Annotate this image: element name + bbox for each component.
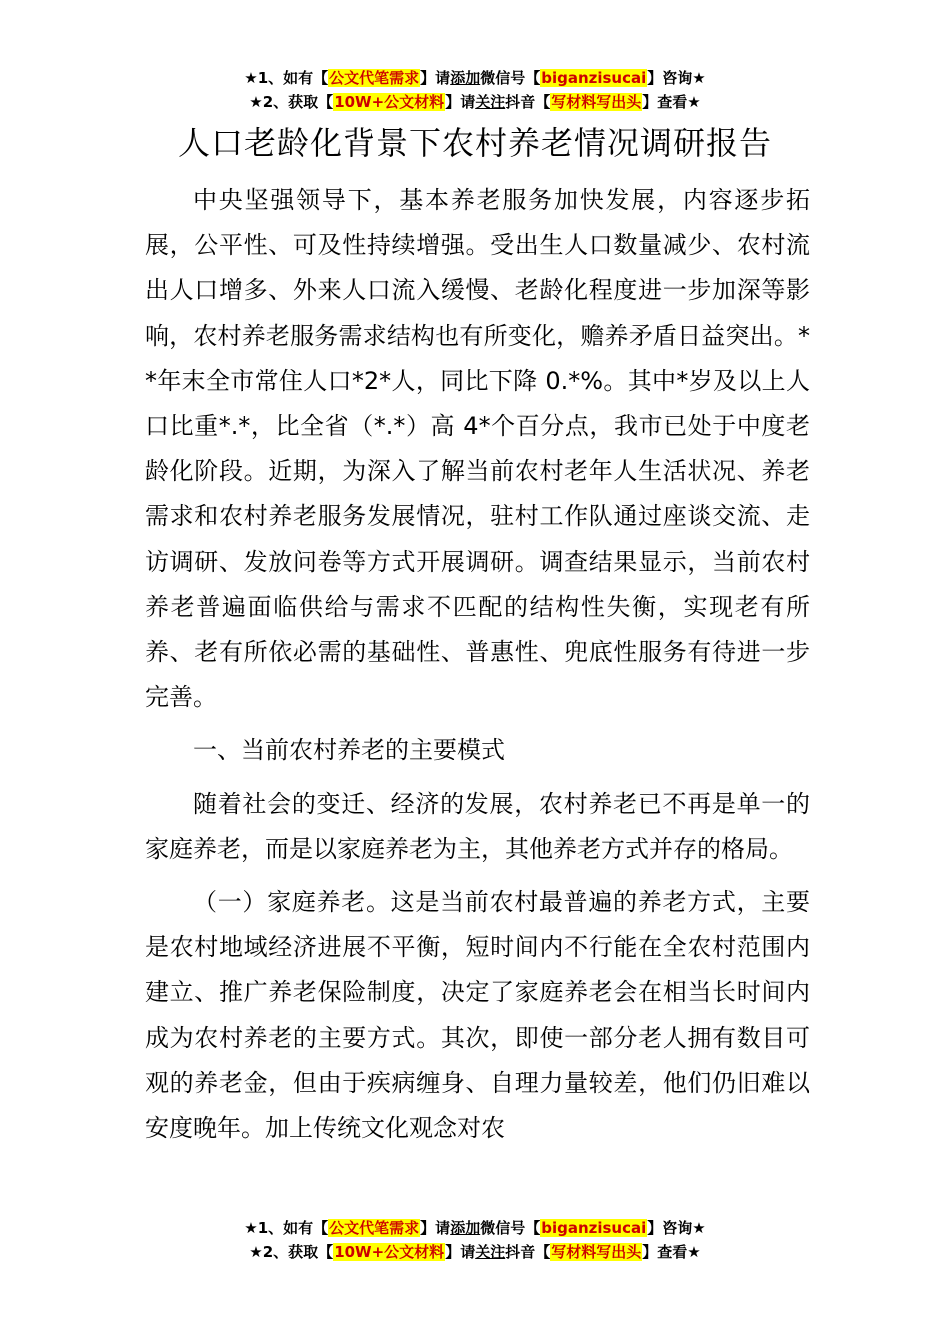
promo-line-1-bottom: ★1、如有【公文代笔需求】请添加微信号【biganzisucai】咨询★ [244, 1219, 706, 1237]
subsection-family-care-paragraph: （一）家庭养老。这是当前农村最普遍的养老方式，主要是农村地域经济进展不平衡，短时间内不行能在全农村范围内建立、推广养老保险制度，决定了家庭养老会在相当长时间内成为农村养老的主要方式。其次，即使一部分老人拥有数目可观的养老金，但由于疾病缠身、自理力量较差，他们仍旧难以安度晚年。加上传统文化观念对农 [145, 888, 810, 1143]
highlight-wechat-id: biganzisucai [541, 69, 647, 87]
highlight-douyin-account: 写材料写出头 [551, 93, 642, 111]
section-heading-1: 一、当前农村养老的主要模式 [193, 736, 505, 765]
promo-line-1: ★1、如有【公文代笔需求】请添加微信号【biganzisucai】咨询★ [244, 69, 706, 87]
highlight-service: 公文代笔需求 [329, 1219, 420, 1237]
document-body [145, 178, 810, 1159]
promo-banner-bottom [0, 1216, 950, 1264]
highlight-materials: 10W+公文材料 [334, 93, 445, 111]
highlight-service: 公文代笔需求 [329, 69, 420, 87]
promo-line-2-bottom: ★2、获取【10W+公文材料】请关注抖音【写材料写出头】查看★ [249, 1243, 701, 1261]
promo-banner-top [0, 66, 950, 114]
promo-line-2: ★2、获取【10W+公文材料】请关注抖音【写材料写出头】查看★ [249, 93, 701, 111]
highlight-materials: 10W+公文材料 [334, 1243, 445, 1261]
highlight-wechat-id: biganzisucai [541, 1219, 647, 1237]
highlight-douyin-account: 写材料写出头 [551, 1243, 642, 1261]
intro-paragraph: 中央坚强领导下，基本养老服务加快发展，内容逐步拓展，公平性、可及性持续增强。受出生人口数量减少、农村流出人口增多、外来人口流入缓慢、老龄化程度进一步加深等影响，农村养老服务需求结构也有所变化，赡养矛盾日益突出。**年末全市常住人口*2*人，同比下降 0.*%。其中*岁及以上人口比重*.*，比全省（*.*）高 4*个百分点，我市已处于中度老龄化阶段。近期，为深入了解当前农村老年人生活状况、养老需求和农村养老服务发展情况，驻村工作队通过座谈交流、走访调研、发放问卷等方式开展调研。调查结果显示，当前农村养老普遍面临供给与需求不匹配的结构性失衡，实现老有所养、老有所依必需的基础性、普惠性、兜底性服务有待进一步完善。 [145, 186, 810, 712]
document-title: 人口老龄化背景下农村养老情况调研报告 [177, 124, 772, 162]
section-1-paragraph: 随着社会的变迁、经济的发展，农村养老已不再是单一的家庭养老，而是以家庭养老为主，其他养老方式并存的格局。 [145, 789, 810, 863]
